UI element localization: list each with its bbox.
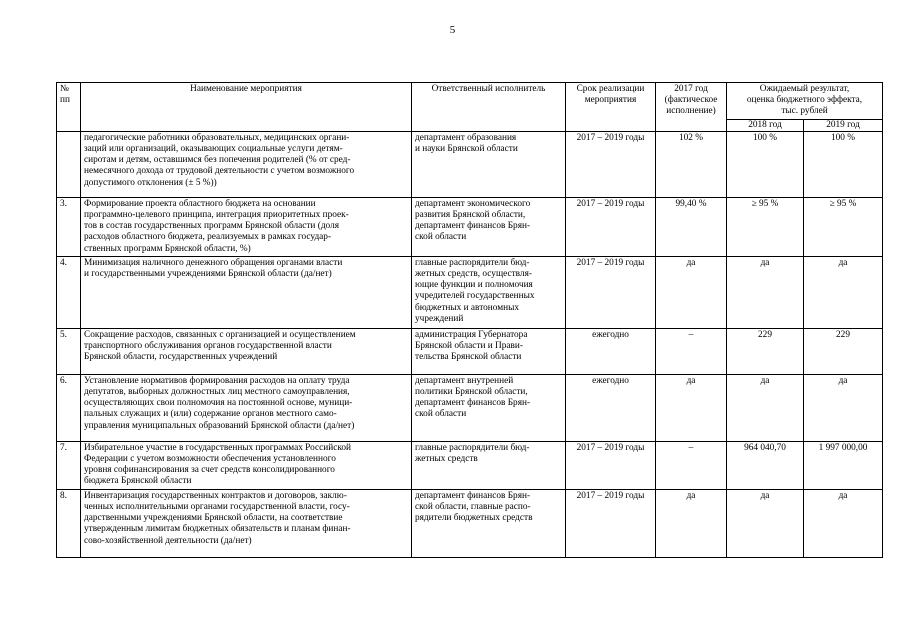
value-2019: 229: [804, 328, 883, 374]
value-2017: да: [656, 256, 727, 328]
value-2019: ≥ 95 %: [804, 197, 883, 256]
value-2018: 229: [727, 328, 804, 374]
implementation-term: 2017 – 2019 годы: [566, 131, 656, 197]
measure-name: Сокращение расходов, связанных с организацией и осуществлением транспортного обслуживания органов государственной власти Брянской области, государственных учреждений: [81, 328, 412, 374]
header-num: № пп: [57, 83, 81, 132]
page-number: 5: [449, 24, 456, 36]
responsible-executor: главные распорядители бюд- жетных средств, осуществля- ющие функции и полномочия учредителей государственных бюджетных и автономных учреждений: [412, 256, 566, 328]
table-row: [57, 489, 883, 557]
row-number: [57, 131, 81, 197]
value-2017: да: [656, 489, 727, 557]
measure-name: Минимизация наличного денежного обращения органами власти и государственными учреждениями Брянской области (да/нет): [81, 256, 412, 328]
value-2018: 100 %: [727, 131, 804, 197]
row-number: 6.: [57, 374, 81, 441]
value-2017: –: [656, 441, 727, 489]
measures-table: [56, 82, 883, 558]
table-body: [57, 131, 883, 557]
implementation-term: ежегодно: [566, 374, 656, 441]
responsible-executor: департамент финансов Брян- ской области, главные распо- рядители бюджетных средств: [412, 489, 566, 557]
implementation-term: 2017 – 2019 годы: [566, 441, 656, 489]
implementation-term: ежегодно: [566, 328, 656, 374]
header-2017: 2017 год (фактическое исполнение): [656, 83, 727, 132]
header-2019: 2019 год: [804, 119, 883, 131]
row-number: 5.: [57, 328, 81, 374]
value-2019: да: [804, 489, 883, 557]
responsible-executor: главные распорядители бюд- жетных средств: [412, 441, 566, 489]
header-term: Срок реализации мероприятия: [566, 83, 656, 132]
table-row: [57, 441, 883, 489]
value-2017: 102 %: [656, 131, 727, 197]
implementation-term: 2017 – 2019 годы: [566, 197, 656, 256]
responsible-executor: департамент экономического развития Брянской области, департамент финансов Брян- ской области: [412, 197, 566, 256]
table-row: [57, 374, 883, 441]
measure-name: Инвентаризация государственных контрактов и договоров, заклю- ченных исполнительными органами государственной власти, госу- дарственными учреждениями Брянской области, на соответствие утвержденным лимитам бюджетных обязательств и планам финан- сово-хозяйственной деятельности (да/нет): [81, 489, 412, 557]
value-2017: 99,40 %: [656, 197, 727, 256]
value-2019: 1 997 000,00: [804, 441, 883, 489]
responsible-executor: администрация Губернатора Брянской области и Прави- тельства Брянской области: [412, 328, 566, 374]
measure-name: педагогические работники образовательных, медицинских органи- заций или организаций, оказывающих социальные услуги детям- сиротам и детям, оставшимся без попечения родителей (% от сред- немесячного дохода от трудовой деятельности с учетом возможного допустимого отклонения (± 5 %)): [81, 131, 412, 197]
value-2018: да: [727, 374, 804, 441]
value-2019: да: [804, 374, 883, 441]
value-2018: да: [727, 256, 804, 328]
responsible-executor: департамент образования и науки Брянской области: [412, 131, 566, 197]
value-2019: 100 %: [804, 131, 883, 197]
row-number: 8.: [57, 489, 81, 557]
measure-name: Формирование проекта областного бюджета на основании программно-целевого принципа, интеграция приоритетных проек- тов в состав государственных программ Брянской области (доля расходов областного бюджета, реализуемых в рамках государ- ственных программ Брянской области, %): [81, 197, 412, 256]
table-row: [57, 131, 883, 197]
header-executor: Ответственный исполнитель: [412, 83, 566, 132]
table-row: [57, 256, 883, 328]
header-row: [57, 83, 883, 120]
value-2017: да: [656, 374, 727, 441]
header-name: Наименование мероприятия: [81, 83, 412, 132]
row-number: 7.: [57, 441, 81, 489]
value-2017: –: [656, 328, 727, 374]
row-number: 3.: [57, 197, 81, 256]
table-row: [57, 328, 883, 374]
value-2018: ≥ 95 %: [727, 197, 804, 256]
table-row: [57, 197, 883, 256]
responsible-executor: департамент внутренней политики Брянской области, департамент финансов Брян- ской области: [412, 374, 566, 441]
implementation-term: 2017 – 2019 годы: [566, 489, 656, 557]
value-2018: да: [727, 489, 804, 557]
measure-name: Установление нормативов формирования расходов на оплату труда депутатов, выборных должностных лиц местного самоуправления, осуществляющих свои полномочия на постоянной основе, муници- пальных служащих и (или) содержание органов местного само- управления муниципальных образований Брянской области (да/нет): [81, 374, 412, 441]
header-2018: 2018 год: [727, 119, 804, 131]
measure-name: Избирательное участие в государственных программах Российской Федерации с учетом возможности обеспечения установленного уровня софинансирования за счет средств консолидированного бюджета Брянской области: [81, 441, 412, 489]
value-2018: 964 040,70: [727, 441, 804, 489]
value-2019: да: [804, 256, 883, 328]
header-expected-result: Ожидаемый результат, оценка бюджетного эффекта, тыс. рублей: [727, 83, 883, 120]
row-number: 4.: [57, 256, 81, 328]
implementation-term: 2017 – 2019 годы: [566, 256, 656, 328]
